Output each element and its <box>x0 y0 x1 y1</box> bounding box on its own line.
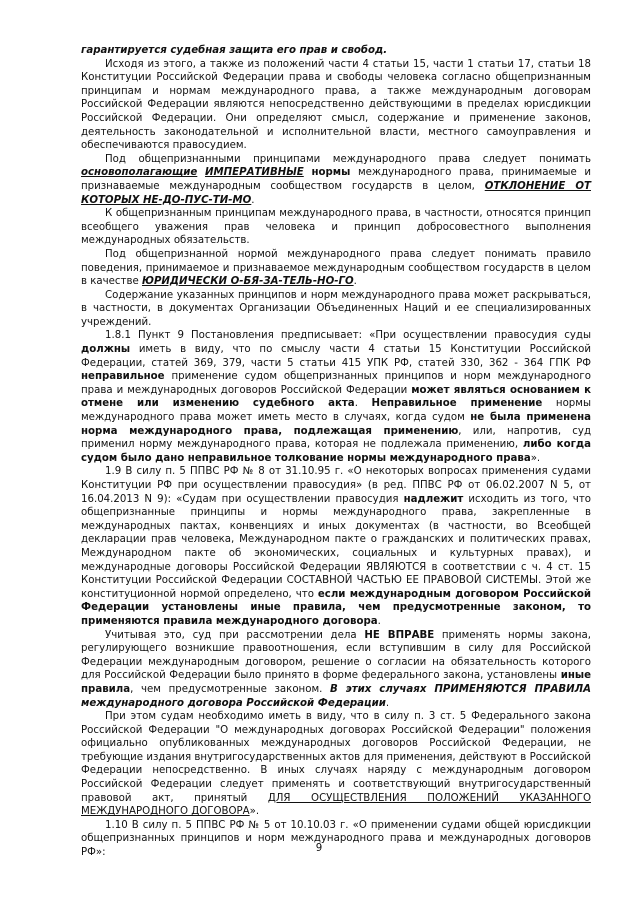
text-span: иметь в виду, что по смыслу части 4 статьи 15 Конституции Российской Федерации, статей 369, 379, части 5 статьи 415 УПК РФ, статей 330, 362 - 364 ГПК РФ <box>81 344 591 369</box>
text-span: . <box>385 697 390 709</box>
text-span: Неправильное применение <box>371 398 543 410</box>
text-span: ЮРИДИЧЕСКИ О-БЯ-ЗА-ТЕЛЬ-НО-ГО <box>141 276 354 288</box>
text-span: либо когда судом было дано неправильное толкование нормы международного права <box>81 439 591 464</box>
text-span: 1.10 В силу п. 5 ППВС РФ № 5 от 10.10.03 г. «О применении судами общей юрисдикции общепризнанных принципов и норм международного права и международных договоров РФ»: <box>81 819 591 859</box>
text-span: нормы <box>311 167 351 179</box>
text-span: ОТКЛОНЕНИЕ ОТ КОТОРЫХ НЕ-ДО-ПУС-ТИ-МО <box>81 180 591 206</box>
text-span: применять нормы закона, регулирующего возникшие правоотношения, если вступившим в силу для Российской Федерации международным договором, решение о согласии на обязательность которого для Российской Федерации было принято в форме федерального закона, установлены <box>81 629 592 682</box>
text-span: Учитывая это, суд при рассмотрении дела <box>105 629 365 641</box>
paragraph-10 <box>81 710 591 819</box>
text-span: Под общепризнанной нормой международного права следует понимать правило поведения, принимаемое и признаваемое международным сообществом государств в целом в качестве <box>81 248 591 288</box>
text-span: гарантируется судебная защита его прав и свобод. <box>81 45 388 56</box>
text-span: если международным договором Российской Федерации установлены иные правила, чем предусмотренные законом, то применяются правила международного договора <box>81 588 591 627</box>
text-span: Содержание указанных принципов и норм международного права может раскрываться, в частности, в документах Организации Объединенных Наций и ее специализированных учреждений. <box>81 289 591 328</box>
text-span: ». <box>530 452 541 464</box>
text-span: основополагающие <box>81 167 198 179</box>
text-span: К общепризнанным принципам международного права, в частности, относятся принцип всеобщего уважения прав человека и принцип добросовестного выполнения международных обязательств. <box>81 208 591 247</box>
text-span: иные правила <box>81 670 591 695</box>
text-span: не была применена норма международного права, подлежащая применению <box>81 412 591 437</box>
text-span: . <box>353 276 357 288</box>
text-span: неправильное <box>81 371 165 383</box>
text-span: 1.8.1 Пункт 9 Постановления предписывает: «При осуществлении правосудия суды <box>105 330 591 342</box>
text-span: НЕ ВПРАВЕ <box>364 629 435 641</box>
text-span: При этом судам необходимо иметь в виду, что в силу п. 3 ст. 5 Федерального закона Российской Федерации "О международных договорах Российской Федерации" положения официально опубликованных международных договоров Российской Федерации, не требующие издания внутригосударственных актов для применения, действуют в Российской Федерации непосредственно. В иных случаях наряду с международным договором Российской Федерации следует применять и соответствующий внутригосударственный правовой акт, принятый <box>81 711 591 804</box>
paragraph-3 <box>81 153 591 207</box>
paragraph-6 <box>81 289 591 330</box>
text-span: ИМПЕРАТИВНЫЕ <box>204 167 304 179</box>
paragraph-1 <box>81 44 591 58</box>
paragraph-5 <box>81 248 591 289</box>
document-page <box>81 44 591 860</box>
paragraph-8 <box>81 465 591 628</box>
text-span: ДЛЯ ОСУЩЕСТВЛЕНИЯ ПОЛОЖЕНИЙ УКАЗАННОГО МЕЖДУНАРОДНОГО ДОГОВОРА <box>81 792 591 818</box>
text-span: исходить из того, что общепризнанные принципы и нормы международного права, закрепленные в международных пактах, конвенциях и иных документах (в частности, во Всеобщей декларации прав человека, Международном пакте о гражданских и политических правах, Международном пакте об экономических, социальных и культурных правах), и международные договоры Российской Федерации ЯВЛЯЮТСЯ в соответствии с ч. 4 ст. 15 Конституции Российской Федерации СОСТАВНОЙ ЧАСТЬЮ ЕЕ ПРАВОВОЙ СИСТЕМЫ. Этой же конституционной нормой определено, что <box>81 493 591 600</box>
text-span: 1.9 В силу п. 5 ППВС РФ № 8 от 31.10.95 г. «О некоторых вопросах применения судами Конституции РФ при осуществлении правосудия» (в ред. ППВС РФ от 06.02.2007 N 5, от 16.04.2013 N 9): «Судам при осуществлении правосудия <box>81 466 591 505</box>
page-number: 9 <box>315 843 323 854</box>
paragraph-7 <box>81 329 591 465</box>
text-span: . <box>377 615 381 627</box>
text-span: . <box>354 398 372 410</box>
text-span: должны <box>81 344 131 356</box>
text-span: международного права, принимаемые и признаваемые международным сообществом государств в целом, <box>81 167 591 192</box>
text-span: . <box>251 194 255 206</box>
text-span: нормы международного права может иметь место в случаях, когда судом <box>81 398 591 424</box>
text-span: В этих случаях ПРИМЕНЯЮТСЯ ПРАВИЛА международного договора Российской Федерации <box>81 683 591 709</box>
text-span: ». <box>249 806 260 818</box>
text-span: может являться основанием к отмене или изменению судебного акта <box>81 384 592 410</box>
paragraph-4 <box>81 207 591 248</box>
text-span: применение судом общепризнанных принципов и норм международного права и международных договоров Российской Федерации <box>81 371 591 396</box>
paragraph-2 <box>81 58 591 153</box>
text-span: Исходя из этого, а также из положений части 4 статьи 15, части 1 статьи 17, статьи 18 Конституции Российской Федерации права и свободы человека согласно общепризнанным принципам и нормам международного права, а также международным договорам Российской Федерации являются непосредственно действующими в пределах юрисдикции Российской Федерации. Они определяют смысл, содержание и применение законов, деятельность законодательной и исполнительной власти, местного самоуправления и обеспечиваются правосудием. <box>81 58 591 152</box>
paragraph-9 <box>81 629 591 711</box>
text-span: надлежит <box>403 493 464 505</box>
text-span <box>197 167 205 178</box>
text-span: , или, напротив, суд применил норму международного права, которая не подлежала применению, <box>81 425 591 451</box>
text-span: , чем предусмотренные законом. <box>130 683 330 695</box>
text-span: Под общепризнанными принципами международного права следует понимать <box>105 153 591 165</box>
